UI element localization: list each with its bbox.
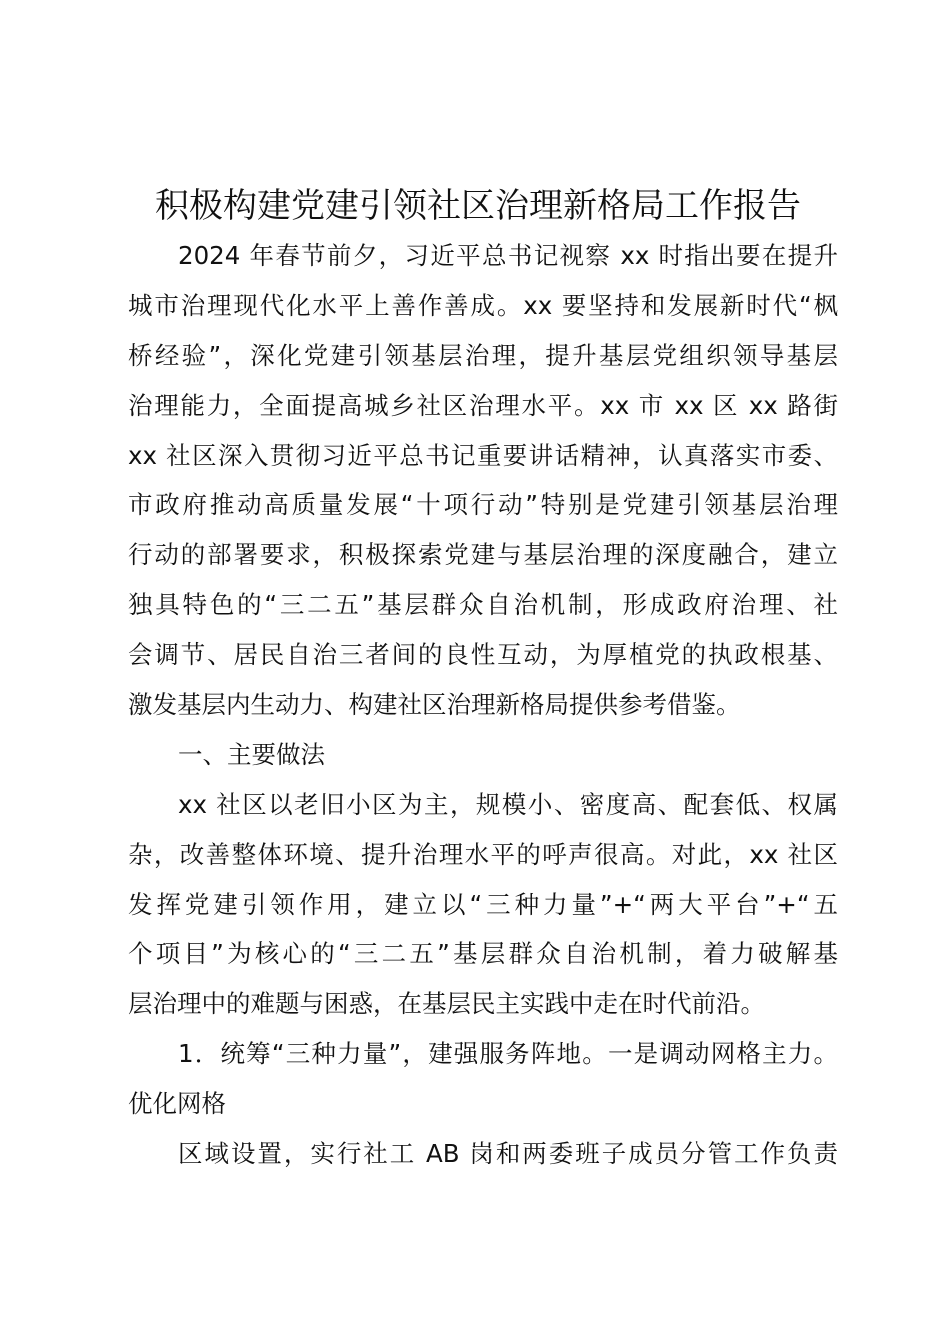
text-line: 行动的部署要求，积极探索党建与基层治理的深度融合，建立 xyxy=(128,540,838,570)
text-line: 市政府推动高质量发展“十项行动”特别是党建引领基层治理 xyxy=(128,490,838,520)
text-line: 发挥党建引领作用，建立以“三种力量”+“两大平台”+“五 xyxy=(128,889,838,919)
text-line: 桥经验”，深化党建引领基层治理，提升基层党组织领导基层 xyxy=(128,340,838,370)
document-title: 积极构建党建引领社区治理新格局工作报告 xyxy=(155,186,801,226)
text-line: 层治理中的难题与困惑，在基层民主实践中走在时代前沿。 xyxy=(128,989,765,1019)
text-line: 会调节、居民自治三者间的良性互动，为厚植党的执政根基、 xyxy=(128,640,838,670)
text-line: 杂，改善整体环境、提升治理水平的呼声很高。对此，xx 社区 xyxy=(128,839,838,869)
document-body xyxy=(128,231,838,1179)
text-line: 2024 年春节前夕，习近平总书记视察 xx 时指出要在提升 xyxy=(178,241,838,270)
text-line: 激发基层内生动力、构建社区治理新格局提供参考借鉴。 xyxy=(128,690,741,720)
text-line: 独具特色的“三二五”基层群众自治机制，形成政府治理、社 xyxy=(128,590,838,620)
text-line: 优化网格 xyxy=(128,1089,226,1119)
text-line: 城市治理现代化水平上善作善成。xx 要坚持和发展新时代“枫 xyxy=(128,290,838,320)
text-line: 区域设置，实行社工 AB 岗和两委班子成员分管工作负责 xyxy=(178,1139,838,1169)
text-line: 1．统筹“三种力量”，建强服务阵地。一是调动网格主力。 xyxy=(178,1039,838,1069)
text-line: xx 社区以老旧小区为主，规模小、密度高、配套低、权属 xyxy=(178,789,838,819)
section-heading: 一、主要做法 xyxy=(178,739,325,769)
text-line: 个项目”为核心的“三二五”基层群众自治机制，着力破解基 xyxy=(128,939,838,969)
text-line: xx 社区深入贯彻习近平总书记重要讲话精神，认真落实市委、 xyxy=(128,440,838,470)
text-line: 治理能力，全面提高城乡社区治理水平。xx 市 xx 区 xx 路街 xyxy=(128,390,838,420)
